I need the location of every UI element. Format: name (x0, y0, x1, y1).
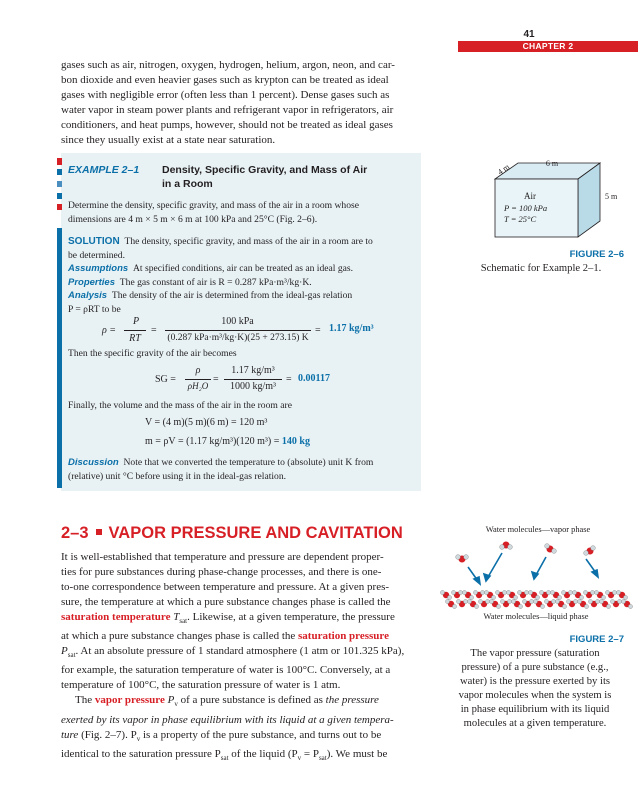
liquid-molecule (616, 590, 627, 599)
molecules-figure (440, 537, 638, 615)
page-number: 41 (523, 29, 535, 40)
eq2-den1: ρH₂O (187, 381, 209, 391)
caption-line: pressure) of a pure substance (e.g., (461, 662, 609, 673)
body-line: It is well-established that temperature and pressure are dependent proper- (61, 551, 384, 563)
strip-red (57, 158, 62, 165)
body-line: for example, the saturation temperature of water is 100°C. Conversely, at a (61, 664, 391, 677)
term-vapor-pressure: vapor pressure (94, 694, 165, 707)
chapter-bar: CHAPTER 2 (458, 41, 638, 52)
body-line: ties for pure substances during phase-change processes, and there is one- (61, 566, 382, 578)
liquid-molecule (445, 599, 456, 608)
figure-2-6-caption: Schematic for Example 2–1. (480, 263, 602, 274)
eq2-num1: ρ (195, 365, 201, 376)
problem-line: Determine the density, specific gravity, and mass of the air in a room whose (68, 200, 360, 211)
vapor-section-text (61, 550, 424, 766)
example-solution (68, 235, 413, 316)
pressure-label: P = 100 kPa (504, 203, 548, 213)
problem-line: dimensions are 4 m × 5 m × 6 m at 100 kPa and 25°C (Fig. 2–6). (68, 213, 318, 225)
body-line: sure, the temperature at which a pure substance changes phase is called the (61, 596, 391, 608)
eq1-num1: P (132, 316, 140, 327)
caption-line: The vapor pressure (saturation (470, 648, 600, 659)
section-bullet (96, 529, 102, 535)
air-label: Air (524, 191, 536, 201)
strip-blue (57, 193, 62, 199)
eq2-den2: 1000 kg/m³ (229, 381, 277, 392)
body-line: exerted by its vapor in phase equilibrium with its liquid at a given tempera- (61, 713, 394, 726)
liquid-molecule (495, 590, 506, 598)
figure-2-7-caption (440, 647, 630, 731)
eq2-fraction-bar (185, 379, 211, 380)
eq2-equals: = (213, 374, 219, 385)
liquid-molecule (561, 590, 572, 598)
intro-line: since they usually exist at a state near saturation. (61, 134, 276, 146)
intro-line: gases such as air, nitrogen, oxygen, hydrogen, helium, argon, neon, and car- (61, 59, 395, 71)
intro-line: water vapor in steam power plants and refrigerant vapor in refrigerators, air (61, 104, 394, 116)
eq1-lhs: ρ = (102, 325, 117, 336)
figure-2-7-label: FIGURE 2–7 (569, 634, 624, 645)
liquid-molecule (594, 590, 605, 599)
eq2-lhs: SG = (155, 374, 176, 385)
motion-arrows (468, 553, 598, 584)
eq4-expr: m = ρV = (1.17 kg/m³)(120 m³) = (145, 436, 280, 447)
liquid-molecule (489, 599, 500, 608)
strip-blue-long (57, 228, 62, 488)
analysis-label: Analysis (68, 290, 108, 301)
discussion-line: Discussion Note that we converted the temperature to (absolute) unit K from (68, 457, 374, 468)
liquid-molecule (605, 590, 616, 598)
liquid-molecule (478, 599, 489, 607)
caption-line: molecules at a given temperature. (463, 718, 607, 729)
liquid-molecule (456, 599, 467, 607)
vapor-phase-label: Water molecules—vapor phase (485, 525, 591, 534)
liquid-molecule (533, 599, 544, 608)
intro-line: bon dioxide and even heavier gases such as krypton can be treated as ideal (61, 74, 389, 86)
liquid-molecule (550, 590, 561, 599)
example-title (162, 163, 402, 191)
vapor-molecules (456, 542, 596, 563)
solution-line: be determined. (68, 249, 126, 261)
section-title: VAPOR PRESSURE AND CAVITATION (108, 524, 403, 542)
liquid-molecule (621, 599, 632, 608)
liquid-molecule (467, 599, 478, 608)
caption-line: vapor molecules when the system is (458, 690, 612, 701)
dim-right-label: 5 m (605, 192, 618, 201)
analysis-line: P = ρRT to be (68, 303, 121, 315)
liquid-molecule (462, 590, 473, 599)
eq1-result: 1.17 kg/m³ (329, 323, 374, 334)
liquid-molecule (583, 590, 594, 598)
body-line: temperature of 100°C, the saturation pressure of water is 1 atm. (61, 679, 341, 692)
solution-line: SOLUTION The density, specific gravity, and mass of the air in a room are to (68, 236, 373, 247)
temperature-label: T = 25°C (504, 214, 537, 224)
section-number: 2–3 (61, 524, 89, 542)
intro-line: gases with negligible error (often less than 1 percent). Dense gases such as (61, 89, 390, 101)
liquid-molecule (577, 599, 588, 608)
discussion-line: (relative) unit °C before using it in the ideal-gas relation. (68, 470, 287, 482)
liquid-molecule (484, 590, 495, 599)
eq2-num2: 1.17 kg/m³ (231, 365, 275, 376)
body-line: identical to the saturation pressure $P_{sat}$ of the liquid $(P_v = P_{sat})$. We must be (61, 747, 388, 762)
liquid-molecule (544, 599, 555, 607)
figure-2-6-label: FIGURE 2–6 (569, 249, 624, 260)
body-line: to-one correspondence between temperature and pressure. At a given pres- (61, 581, 390, 593)
liquid-molecule (610, 599, 621, 607)
strip-blue (57, 169, 62, 175)
eq1-num2: 100 kPa (221, 316, 254, 327)
liquid-molecule (500, 599, 511, 607)
liquid-molecule (539, 590, 550, 598)
vol-intro: Finally, the volume and the mass of the air in the room are (68, 400, 292, 411)
analysis-line: Analysis The density of the air is determined from the ideal-gas relation (68, 290, 353, 301)
eq4-result: 140 kg (281, 436, 310, 447)
eq1-den2: (0.287 kPa·m³/kg·K)(25 + 273.15) K (167, 333, 309, 343)
liquid-molecule (440, 590, 451, 599)
dim-top-label: 6 m (545, 159, 559, 168)
assumptions-line: Assumptions At specified conditions, air can be treated as an ideal gas. (68, 263, 354, 274)
term-saturation-temperature: saturation temperature (61, 611, 171, 623)
room-box-figure (460, 155, 638, 245)
eq1-equals: = (315, 325, 321, 336)
eq1-fraction-bar (165, 330, 311, 331)
eq1-equals: = (151, 325, 157, 336)
eq3: V = (4 m)(5 m)(6 m) = 120 m³ (145, 417, 268, 428)
eq2-fraction-bar (224, 379, 282, 380)
solution-label: SOLUTION (68, 236, 120, 247)
liquid-molecule (473, 590, 484, 598)
liquid-molecule (555, 599, 566, 608)
eq1-fraction-bar (124, 330, 146, 331)
strip-red (57, 204, 62, 210)
intro-paragraph (61, 58, 424, 148)
body-line: ture (Fig. 2–7). $P_v$ is a property of the pure substance, and turns out to be (61, 728, 382, 743)
eq1-den1: RT (129, 333, 141, 344)
liquid-molecule (522, 599, 533, 607)
dim-side-label: 4 m (495, 162, 512, 177)
eq4 (145, 436, 310, 447)
caption-line: water) is the pressure exerted by its (459, 676, 611, 687)
liquid-molecule (511, 599, 522, 608)
example-problem (68, 199, 413, 226)
discussion-label: Discussion (68, 457, 119, 468)
strip-blue (57, 181, 62, 187)
section-heading (61, 524, 403, 543)
liquid-molecules (440, 590, 632, 608)
liquid-molecule (588, 599, 599, 607)
liquid-molecule (599, 599, 610, 608)
liquid-molecule (506, 590, 517, 599)
properties-label: Properties (68, 276, 115, 288)
liquid-molecule (572, 590, 583, 599)
liquid-molecule (566, 599, 577, 607)
body-line: $P_{sat}$. At an absolute pressure of 1 standard atmosphere (1 atm or 101.325 kPa), (61, 645, 405, 660)
sg-intro: Then the specific gravity of the air becomes (68, 348, 237, 359)
caption-line: in phase equilibrium with its liquid (460, 704, 610, 715)
body-line: The vapor pressure $P_v$ of a pure substance is defined as the pressure (75, 694, 379, 709)
example-discussion (68, 456, 413, 483)
body-line: at which a pure substance changes phase is called the saturation pressure (61, 630, 389, 643)
term-saturation-pressure: saturation pressure (298, 630, 389, 643)
intro-line: conditioners, and heat pumps, however, should not be treated as ideal gases (61, 119, 393, 131)
example-title-line: Density, Specific Gravity, and Mass of Air (162, 164, 368, 176)
liquid-molecule (517, 590, 528, 598)
liquid-molecule (451, 590, 462, 598)
liquid-phase-label: Water molecules—liquid phase (483, 612, 589, 621)
eq2-equals: = (286, 374, 292, 385)
assumptions-label: Assumptions (68, 263, 129, 274)
body-line: saturation temperature $T_{sat}$. Likewise, at a given temperature, the pressure (61, 611, 395, 626)
example-title-line: in a Room (162, 178, 213, 190)
properties-line: Properties The gas constant of air is R = 0.287 kPa·m³/kg·K. (68, 276, 312, 288)
eq2-result: 0.00117 (298, 373, 330, 384)
example-label: EXAMPLE 2–1 (68, 164, 140, 176)
liquid-molecule (528, 590, 539, 599)
